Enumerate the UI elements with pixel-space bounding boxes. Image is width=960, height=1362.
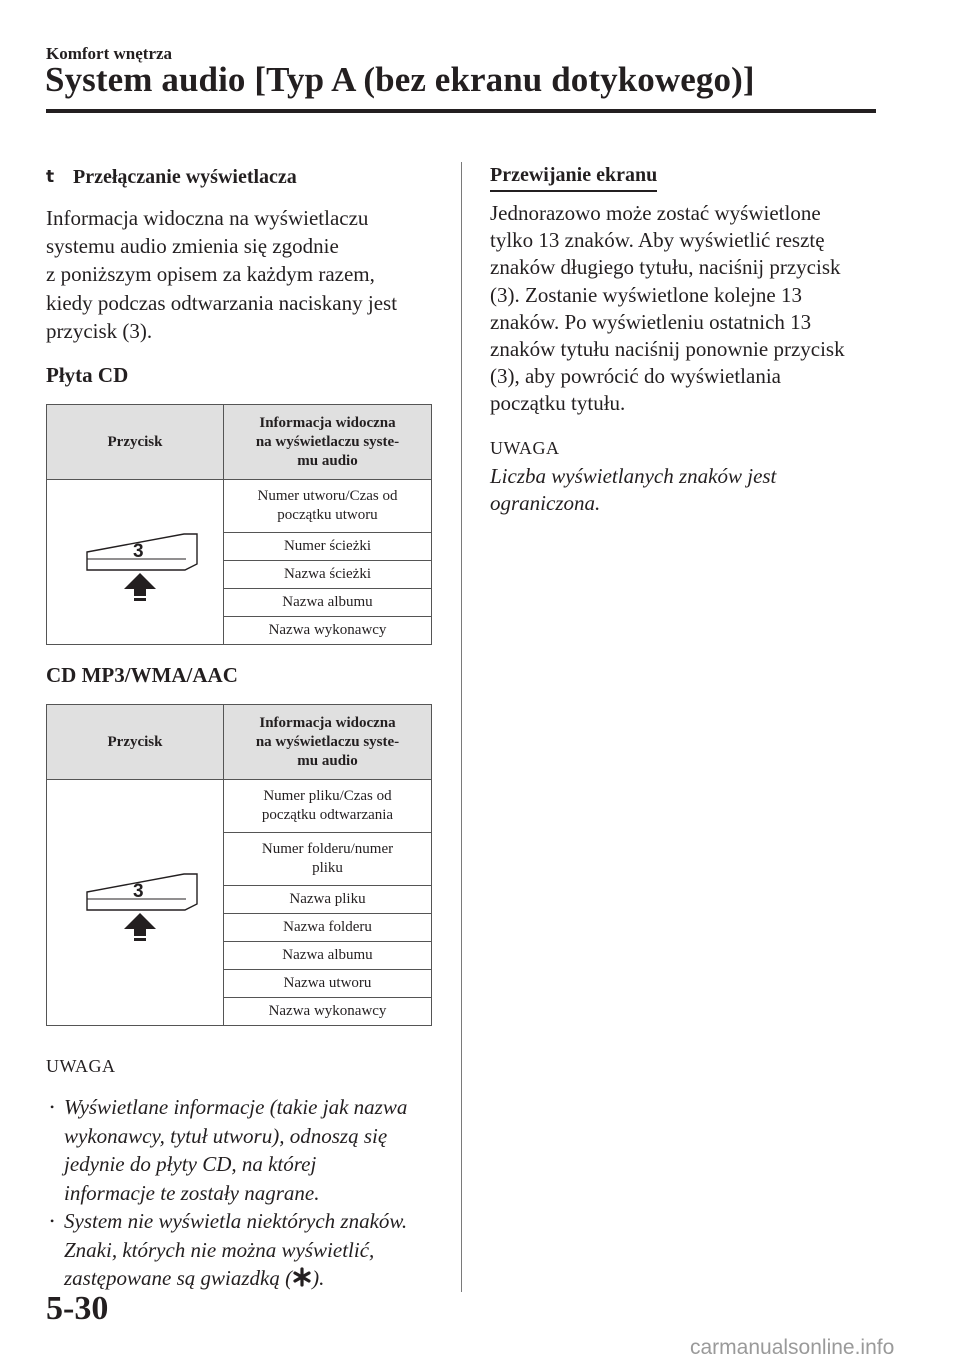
left-column	[46, 160, 436, 1293]
cd-button-3-cell	[47, 480, 224, 645]
cd-button-3-label: 3	[133, 541, 144, 563]
mp3-button-3-cell	[47, 780, 224, 1026]
section-marker-icon: t	[46, 167, 55, 187]
cd-row-3: Nazwa ścieżki	[224, 561, 432, 589]
section-label: Komfort wnętrza	[46, 44, 173, 63]
display-switch-intro: Informacja widoczna na wyświetlaczu systemu audio zmienia się zgodnie z poniższym opisem za każdym razem, kiedy podczas odtwarzania naciskany jest przycisk (3).	[46, 206, 398, 343]
mp3-row-7: Nazwa wykonawcy	[224, 998, 432, 1026]
mp3-col-info-header: Informacja widoczna na wyświetlaczu syste- mu audio	[224, 705, 432, 780]
cd-row-4: Nazwa albumu	[224, 589, 432, 617]
note-item-2: • System nie wyświetla niektórych znaków. Znaki, których nie można wyświetlić, zastępowane są gwiazdką ( ).	[46, 1207, 436, 1293]
scroll-body: Jednorazowo może zostać wyświetlone tylko 13 znaków. Aby wyświetlić resztę znaków długiego tytułu, naciśnij przycisk (3). Zostanie wyświetlone kolejne 13 znaków. Po wyświetleniu ostatnich 13 znaków tytułu naciśnij ponownie przycisk (3), aby powrócić do wyświetlania początku tytułu.	[490, 201, 845, 416]
scroll-note-title: UWAGA	[490, 437, 560, 458]
page-number: 5-30	[46, 1290, 109, 1327]
cd-row-2: Numer ścieżki	[224, 533, 432, 561]
column-divider	[461, 162, 462, 1292]
page-title: System audio [Typ A (bez ekranu dotykowego)]	[45, 60, 755, 99]
mp3-row-6: Nazwa utworu	[224, 970, 432, 998]
cd-col-button-header: Przycisk	[47, 405, 224, 480]
display-switch-title: Przełączanie wyświetlacza	[73, 165, 297, 188]
asterisk-icon	[292, 1267, 312, 1287]
mp3-button-3-label: 3	[133, 880, 144, 902]
mp3-row-5: Nazwa albumu	[224, 942, 432, 970]
cd-button-3-icon	[47, 484, 223, 634]
cd-row-1: Numer utworu/Czas od początku utworu	[224, 480, 432, 533]
mp3-button-3-icon	[47, 820, 223, 980]
cd-table	[46, 404, 432, 645]
scroll-heading-row	[490, 160, 880, 194]
watermark: carmanualsonline.info	[690, 1336, 895, 1359]
mp3-col-button-header: Przycisk	[47, 705, 224, 780]
title-rule	[46, 109, 876, 113]
cd-col-info-header: Informacja widoczna na wyświetlaczu syste- mu audio	[224, 405, 432, 480]
cd-row-5: Nazwa wykonawcy	[224, 617, 432, 645]
scroll-note-text: Liczba wyświetlanych znaków jest ograniczona.	[490, 463, 777, 515]
mp3-heading: CD MP3/WMA/AAC	[46, 663, 238, 688]
cd-heading: Płyta CD	[46, 363, 129, 388]
note-list	[46, 1093, 436, 1293]
mp3-row-4: Nazwa folderu	[224, 914, 432, 942]
right-column	[490, 160, 880, 517]
note-item-1: • Wyświetlane informacje (takie jak nazwa wykonawcy, tytuł utworu), odnoszą się jedynie do płyty CD, na której informacje te zostały nagrane.	[46, 1093, 436, 1207]
mp3-row-3: Nazwa pliku	[224, 886, 432, 914]
display-switch-heading	[46, 160, 436, 194]
note-title: UWAGA	[46, 1056, 116, 1077]
mp3-row-1: Numer pliku/Czas od początku odtwarzania	[224, 780, 432, 833]
mp3-row-2: Numer folderu/numer pliku	[224, 833, 432, 886]
scroll-heading: Przewijanie ekranu	[490, 162, 657, 192]
mp3-table	[46, 704, 432, 1026]
